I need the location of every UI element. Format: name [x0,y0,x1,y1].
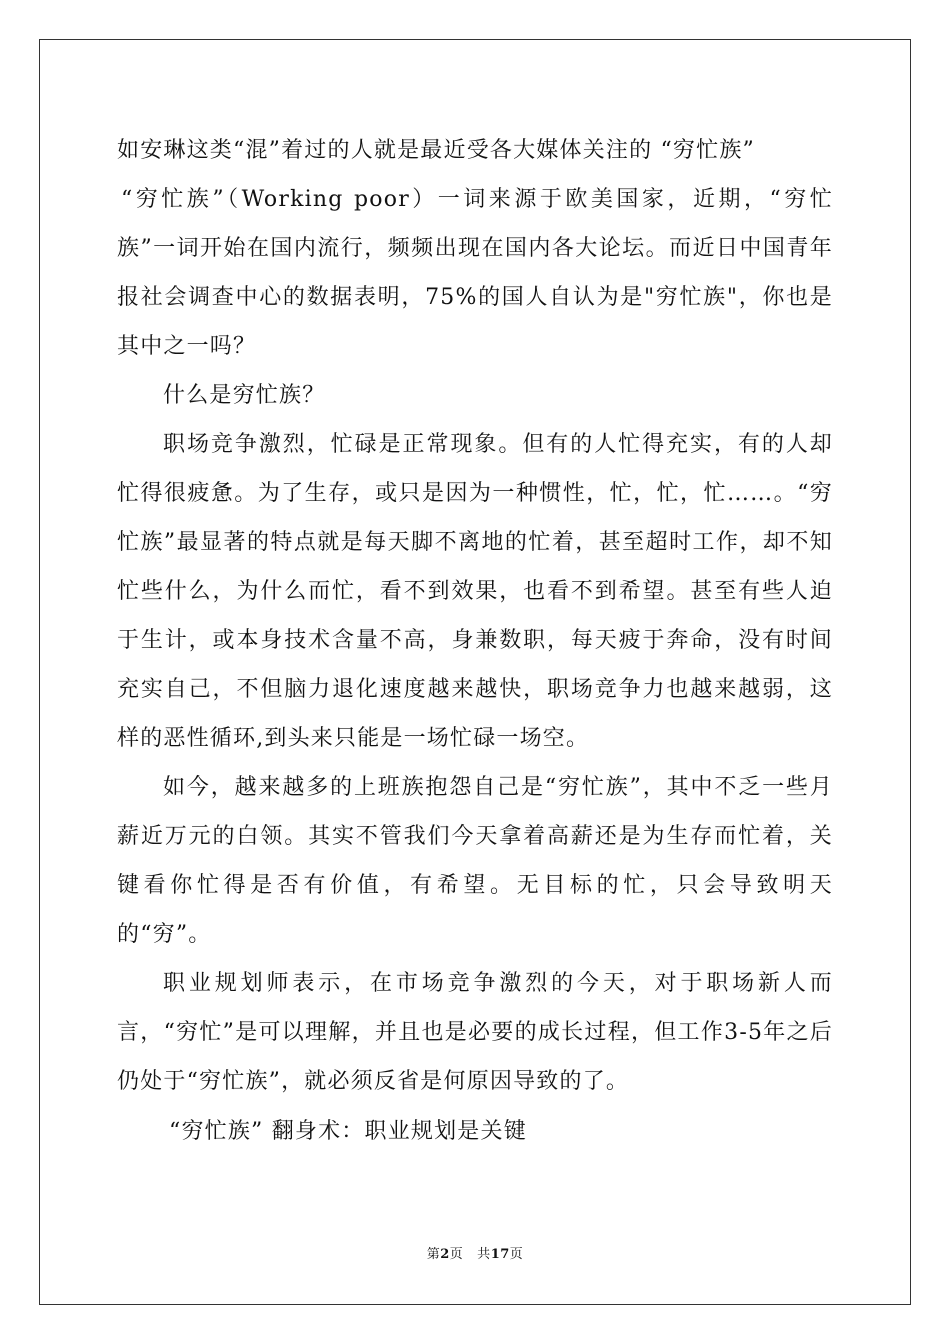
paragraph-white-collar: 如今，越来越多的上班族抱怨自己是“穷忙族”，其中不乏一些月薪近万元的白领。其实不管我们今天拿着高薪还是为生存而忙着，关键看你忙得是否有价值，有希望。无目标的忙，只会导致明天的“穷”。 [117,775,833,947]
section-heading-turnaround: “穷忙族” 翻身术：职业规划是关键 [169,1119,527,1144]
document-body [117,126,833,1156]
section-heading-what-is: 什么是穷忙族？ [163,383,326,408]
total-label-prefix: 共 [477,1247,491,1262]
current-page-number: 2 [440,1247,450,1262]
total-label-suffix: 页 [509,1247,524,1262]
page-footer [0,1243,950,1262]
paragraph-intro: 如安琳这类“混”着过的人就是最近受各大媒体关注的 “穷忙族” [117,138,755,163]
paragraph-career-planner: 职业规划师表示，在市场竞争激烈的今天，对于职场新人而言，“穷忙”是可以理解，并且也是必要的成长过程，但工作3-5年之后仍处于“穷忙族”，就必须反省是何原因导致的了。 [117,971,833,1094]
total-pages-number: 17 [490,1247,510,1262]
paragraph-definition: “穷忙族”（Working poor）一词来源于欧美国家，近期，“穷忙族”一词开始在国内流行，频频出现在国内各大论坛。而近日中国青年报社会调查中心的数据表明，75%的国人自认为是"穷忙族"，你也是其中之一吗？ [117,187,833,359]
page-label-suffix: 页 [449,1247,464,1262]
paragraph-characteristics: 职场竞争激烈，忙碌是正常现象。但有的人忙得充实，有的人却忙得很疲惫。为了生存，或只是因为一种惯性，忙，忙，忙……。“穷忙族”最显著的特点就是每天脚不离地的忙着，甚至超时工作，却不知忙些什么，为什么而忙，看不到效果，也看不到希望。甚至有些人迫于生计，或本身技术含量不高，身兼数职，每天疲于奔命，没有时间充实自己，不但脑力退化速度越来越快，职场竞争力也越来越弱，这样的恶性循环,到头来只能是一场忙碌一场空。 [117,432,833,751]
page-label-prefix: 第 [426,1247,441,1262]
